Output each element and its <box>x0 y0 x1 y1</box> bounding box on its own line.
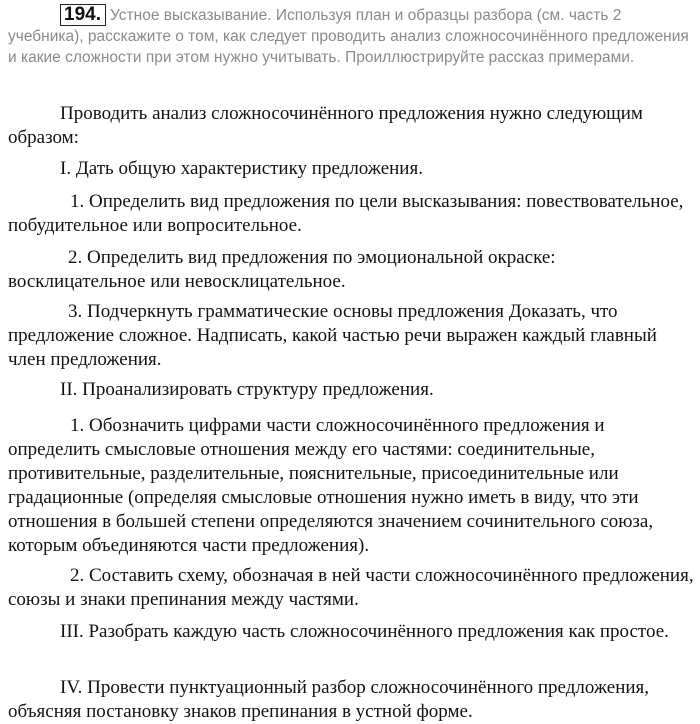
section-1-item-3: 3. Подчеркнуть грамматические основы предложения Доказать, что предложение сложное. Надписать, какой частью речи выражен каждый главный член предложения. <box>8 301 657 370</box>
section-2-item-2: 2. Составить схему, обозначая в ней части сложносочинённого предложения, союзы и знаки препинания между частями. <box>8 565 694 610</box>
section-2-item-1: 1. Обозначить цифрами части сложносочинённого предложения и определить смысловые отношения между его частями: соединительные, противительные, разделительные, пояснительные, присоединительные или градационные (определяя смысловые отношения нужно иметь в виду, что эти отношения в большей степени определяются значением сочинительного союза, которым объединяются части предложения). <box>8 415 654 556</box>
section-1-heading: I. Дать общую характеристику предложения. <box>60 158 423 179</box>
task-instruction: Устное высказывание. Используя план и образцы разбора (см. часть 2 учебника), расскажите о том, как следует проводить анализ сложносочинённого предложения и какие сложности при этом нужно учитывать. Проиллюстрируйте рассказ примерами. <box>8 7 689 66</box>
section-1-item-2: 2. Определить вид предложения по эмоциональной окраске: восклицательное или невосклицательное. <box>8 247 556 292</box>
section-1-item-1: 1. Определить вид предложения по цели высказывания: повествовательное, побудительное или вопросительное. <box>8 191 684 236</box>
section-4: IV. Провести пунктуационный разбор сложносочинённого предложения, объясняя постановку знаков препинания в устной форме. <box>8 677 650 722</box>
section-2-heading: II. Проанализировать структуру предложения. <box>60 379 434 400</box>
task-block <box>8 4 692 68</box>
answer-intro: Проводить анализ сложносочинённого предложения нужно следующим образом: <box>8 103 643 148</box>
section-3: III. Разобрать каждую часть сложносочинённого предложения как простое. <box>60 621 669 642</box>
task-number: 194. <box>60 4 106 26</box>
